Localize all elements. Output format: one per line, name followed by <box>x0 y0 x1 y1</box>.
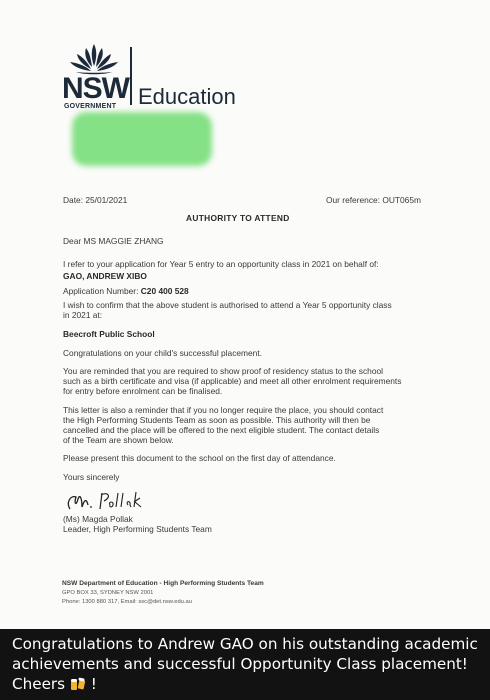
congrats-text: Congratulations on your child's successful placement. <box>63 348 262 358</box>
application-label: Application Number: <box>63 286 139 296</box>
caption-exclamation: ! <box>90 675 97 693</box>
department-name: Education <box>138 84 236 109</box>
residency-line-1: You are reminded that you are required to show proof of residency status to the school <box>63 366 383 376</box>
reminder-line-2: the High Performing Students Team as soon as possible. This authority will then be <box>63 415 371 425</box>
student-name: GAO, ANDREW XIBO <box>63 271 147 281</box>
residency-line-2: such as a birth certificate and visa (if applicable) and meet all other enrolment requirements <box>63 376 402 386</box>
beer-mugs-emoji-icon <box>70 677 86 691</box>
signatory-title: Leader, High Performing Students Team <box>63 524 212 534</box>
present-text: Please present this document to the school on the first day of attendance. <box>63 453 336 463</box>
letter-date: Date: 25/01/2021 <box>63 195 128 205</box>
letter-title: AUTHORITY TO ATTEND <box>186 213 290 223</box>
closing: Yours sincerely <box>63 472 120 482</box>
redacted-address-block <box>72 112 212 166</box>
school-name: Beecroft Public School <box>63 329 155 339</box>
government-label: GOVERNMENT <box>64 103 117 110</box>
reminder-line-1: This letter is also a reminder that if you no longer require the place, you should contact <box>63 405 384 415</box>
signatory-name: (Ms) Magda Pollak <box>63 514 133 524</box>
photo-caption-bar <box>0 629 490 700</box>
reminder-line-3: cancelled and the place will be offered to the next eligible student. The contact details <box>63 425 380 435</box>
intro-text: I refer to your application for Year 5 entry to an opportunity class in 2021 on behalf of: <box>63 259 379 269</box>
caption-text: Congratulations to Andrew GAO on his outstanding academic achievements and successful Opportunity Class placement! Cheers <box>12 635 478 693</box>
confirm-line-2: in 2021 at: <box>63 310 103 320</box>
confirm-line-1: I wish to confirm that the above student is authorised to attend a Year 5 opportunity class <box>63 300 392 310</box>
handwritten-signature <box>64 489 154 513</box>
salutation: Dear MS MAGGIE ZHANG <box>63 236 164 246</box>
reminder-line-4: of the Team are shown below. <box>63 435 174 445</box>
reference-number: Our reference: OUT065m <box>326 195 421 205</box>
footer-organisation: NSW Department of Education - High Performing Students Team <box>62 580 264 587</box>
footer-address: GPO BOX 33, SYDNEY NSW 2001 <box>62 590 154 596</box>
nsw-wordmark: NSW <box>62 72 129 105</box>
logo-divider <box>130 47 132 105</box>
waratah-flower-icon <box>62 42 126 76</box>
caption-text-block <box>12 634 482 694</box>
application-number: C20 400 528 <box>140 286 189 296</box>
residency-line-3: for entry before enrolment can be finalised. <box>63 386 223 396</box>
application-line <box>63 286 189 297</box>
footer-contact: Phone: 1300 880 317, Email: ssc@det.nsw.edu.au <box>62 599 192 605</box>
